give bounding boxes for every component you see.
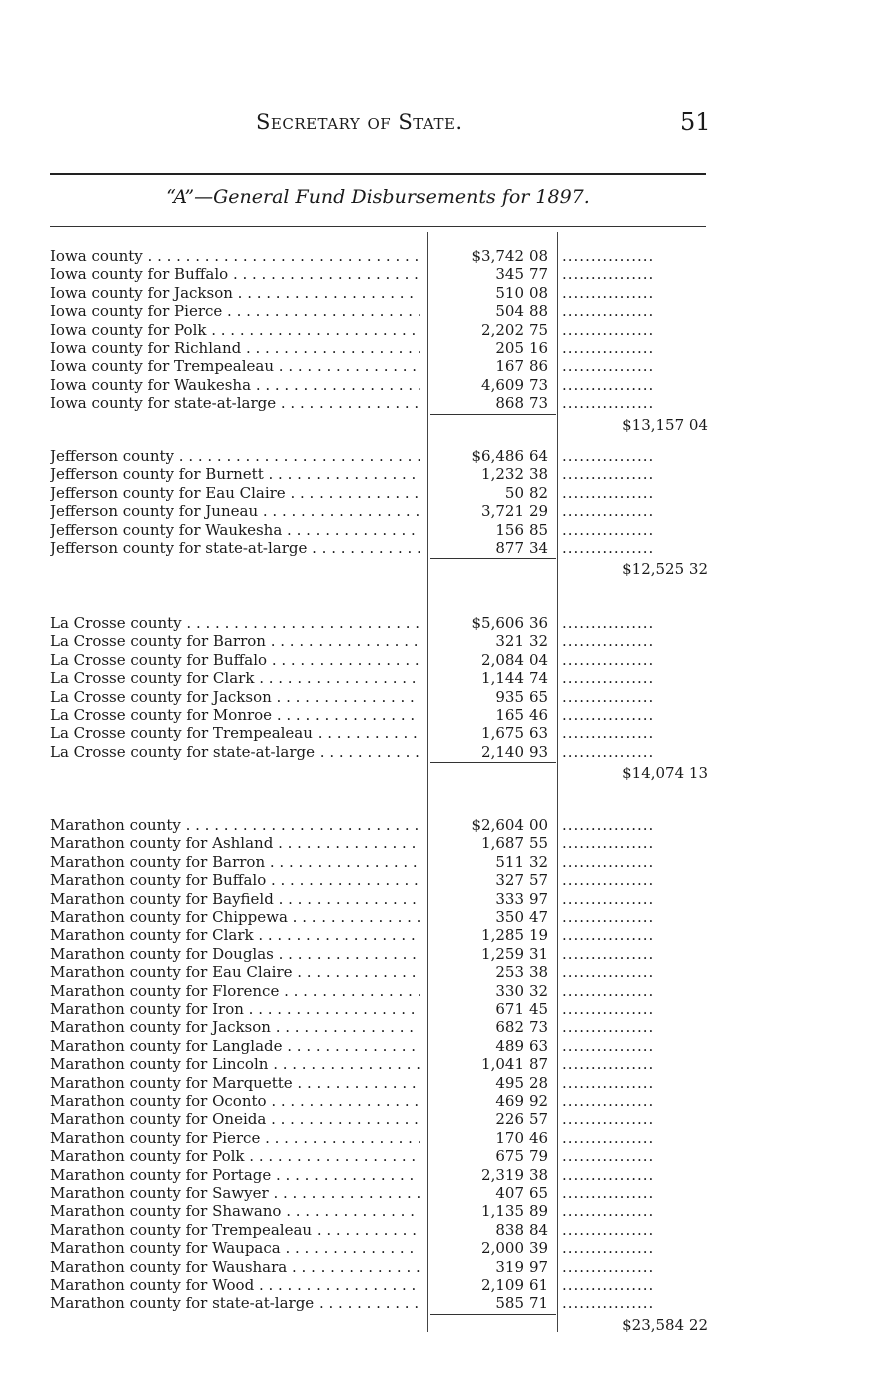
row-label: Iowa county for Polk . . . (50, 321, 420, 339)
row-amount-dollars: 504 (495, 302, 524, 321)
row-label: La Crosse county . . . (50, 614, 420, 632)
row-leader-dots: ................ (562, 1257, 655, 1276)
table-row (50, 1147, 710, 1165)
row-amount-dollars: 1,285 (481, 926, 524, 945)
row-leader-dots: ................ (562, 539, 655, 557)
row-amount-cents: 08 (529, 247, 549, 265)
row-amount-dollars: 868 (495, 394, 524, 413)
row-label: Marathon county for Oconto . . . (50, 1092, 420, 1110)
row-amount-cents: 32 (529, 981, 549, 1000)
row-leader-dots: ................ (562, 963, 655, 982)
row-amount-cents: 46 (529, 1128, 549, 1147)
table-row (50, 834, 710, 852)
row-amount-dollars: 226 (495, 1110, 524, 1129)
row-leader-dots: ................ (562, 614, 655, 632)
row-label: La Crosse county for Monroe . . . (50, 706, 420, 724)
table-row (50, 247, 710, 265)
row-amount-dollars: 253 (495, 963, 524, 982)
row-amount-cents: 73 (529, 394, 549, 413)
row-label: Marathon county for Douglas . . . (50, 945, 420, 963)
table-row (50, 1276, 710, 1294)
row-label: Jefferson county for Burnett . . . (50, 465, 420, 483)
row-amount-cents: 55 (529, 834, 549, 853)
row-label: Marathon county for Buffalo . . . (50, 871, 420, 889)
row-label: La Crosse county for state-at-large . . . (50, 743, 420, 761)
row-amount-dollars: 1,041 (481, 1055, 524, 1074)
row-label: Marathon county for Langlade . . . (50, 1037, 420, 1055)
row-leader-dots: ................ (562, 483, 655, 502)
table-row (50, 1184, 710, 1202)
row-amount-dollars: 50 (504, 483, 524, 502)
table-row (50, 816, 710, 834)
row-label: Iowa county for Waukesha . . . (50, 376, 420, 394)
row-amount-cents: 73 (529, 375, 549, 394)
row-leader-dots: ................ (562, 302, 655, 321)
row-leader-dots: ................ (562, 375, 655, 394)
row-leader-dots: ................ (562, 1220, 655, 1239)
row-label: Marathon county . . . (50, 816, 420, 834)
table-row (50, 1166, 710, 1184)
table-row (50, 302, 710, 320)
row-label: Jefferson county for Juneau . . . (50, 502, 420, 520)
row-amount-cents: 63 (529, 724, 549, 743)
table-row (50, 1129, 710, 1147)
row-amount-cents: 65 (529, 1184, 549, 1202)
row-amount-dollars: 510 (495, 283, 524, 302)
table-row (50, 853, 710, 871)
row-amount-dollars: 205 (495, 339, 524, 357)
row-label: Marathon county for Florence . . . (50, 982, 420, 1000)
row-amount-cents: 89 (529, 1202, 549, 1221)
row-amount-cents: 45 (529, 1000, 549, 1018)
row-label: Marathon county for Jackson . . . (50, 1018, 420, 1036)
table-row (50, 890, 710, 908)
row-label: Jefferson county . . . (50, 447, 420, 465)
row-leader-dots: ................ (562, 1092, 655, 1110)
row-amount-dollars: $5,606 (471, 614, 524, 632)
row-amount-dollars: 165 (495, 706, 524, 724)
row-label: Jefferson county for Eau Claire . . . (50, 484, 420, 502)
row-amount-cents: 29 (529, 502, 549, 521)
table-row (50, 394, 710, 412)
row-amount-dollars: $2,604 (471, 816, 524, 834)
row-amount-cents: 88 (529, 302, 549, 321)
row-leader-dots: ................ (562, 520, 655, 539)
row-leader-dots: ................ (562, 1000, 655, 1018)
table-row (50, 926, 710, 944)
row-amount-cents: 63 (529, 1036, 549, 1055)
row-amount-dollars: 4,609 (481, 375, 524, 394)
row-amount-dollars: $6,486 (471, 447, 524, 465)
row-amount-dollars: 350 (495, 908, 524, 926)
row-amount-cents: 00 (529, 816, 549, 834)
table-row (50, 284, 710, 302)
table-row (50, 632, 710, 650)
row-amount-dollars: 2,202 (481, 320, 524, 339)
table-row (50, 651, 710, 669)
row-leader-dots: ................ (562, 1110, 655, 1129)
row-amount-cents: 47 (529, 908, 549, 926)
title-rule (50, 226, 706, 227)
table-title: “A”—General Fund Disbursements for 1897. (166, 186, 590, 208)
row-label: La Crosse county for Trempealeau . . . (50, 724, 420, 742)
running-head: Secretary of State. (256, 110, 463, 134)
row-label: Marathon county for Waupaca . . . (50, 1239, 420, 1257)
row-amount-dollars: $3,742 (471, 247, 524, 265)
row-label: La Crosse county for Jackson . . . (50, 688, 420, 706)
row-amount-cents: 84 (529, 1220, 549, 1239)
row-amount-cents: 16 (529, 339, 549, 357)
row-amount-dollars: 3,721 (481, 502, 524, 521)
row-amount-cents: 75 (529, 320, 549, 339)
row-amount-dollars: 2,109 (481, 1276, 524, 1294)
table-row (50, 1258, 710, 1276)
row-amount-cents: 38 (529, 1165, 549, 1184)
table-row (50, 982, 710, 1000)
row-amount-dollars: 345 (495, 265, 524, 284)
row-leader-dots: ................ (562, 1184, 655, 1202)
row-leader-dots: ................ (562, 1165, 655, 1184)
row-amount-cents: 61 (529, 1276, 549, 1294)
row-amount-dollars: 321 (495, 632, 524, 651)
table-row (50, 1000, 710, 1018)
row-leader-dots: ................ (562, 465, 655, 484)
row-label: Marathon county for state-at-large . . . (50, 1294, 420, 1312)
row-leader-dots: ................ (562, 1055, 655, 1074)
subtotal-rule (430, 558, 556, 559)
row-leader-dots: ................ (562, 669, 655, 688)
row-amount-cents: 73 (529, 1018, 549, 1037)
row-leader-dots: ................ (562, 265, 655, 284)
table-row (50, 484, 710, 502)
row-amount-dollars: 1,135 (481, 1202, 524, 1221)
row-amount-dollars: 838 (495, 1220, 524, 1239)
row-label: La Crosse county for Clark . . . (50, 669, 420, 687)
row-amount-cents: 36 (529, 614, 549, 632)
row-leader-dots: ................ (562, 687, 655, 706)
row-leader-dots: ................ (562, 394, 655, 413)
row-leader-dots: ................ (562, 834, 655, 853)
row-amount-cents: 92 (529, 1092, 549, 1110)
row-amount-cents: 77 (529, 265, 549, 284)
row-leader-dots: ................ (562, 981, 655, 1000)
table-row (50, 1092, 710, 1110)
row-leader-dots: ................ (562, 1294, 655, 1313)
row-amount-cents: 38 (529, 963, 549, 982)
row-leader-dots: ................ (562, 632, 655, 651)
table-row (50, 1221, 710, 1239)
row-label: Marathon county for Sawyer . . . (50, 1184, 420, 1202)
table-row (50, 945, 710, 963)
row-leader-dots: ................ (562, 1202, 655, 1221)
row-amount-dollars: 319 (495, 1257, 524, 1276)
table-row (50, 465, 710, 483)
row-amount-cents: 57 (529, 1110, 549, 1129)
row-amount-dollars: 327 (495, 871, 524, 890)
row-leader-dots: ................ (562, 871, 655, 890)
row-leader-dots: ................ (562, 1147, 655, 1166)
row-amount-dollars: 407 (495, 1184, 524, 1202)
row-amount-dollars: 495 (495, 1073, 524, 1092)
page-number: 51 (680, 108, 711, 136)
group-total-amount: $13,157 04 (622, 415, 708, 434)
row-leader-dots: ................ (562, 1036, 655, 1055)
group-total-amount: $23,584 22 (622, 1315, 708, 1334)
row-leader-dots: ................ (562, 357, 655, 376)
row-amount-dollars: 170 (495, 1128, 524, 1147)
row-leader-dots: ................ (562, 502, 655, 521)
row-leader-dots: ................ (562, 283, 655, 302)
row-amount-cents: 71 (529, 1294, 549, 1313)
table-row (50, 871, 710, 889)
row-label: Marathon county for Portage . . . (50, 1166, 420, 1184)
row-label: Iowa county for Buffalo . . . (50, 265, 420, 283)
row-amount-cents: 39 (529, 1239, 549, 1258)
row-label: Marathon county for Clark . . . (50, 926, 420, 944)
row-leader-dots: ................ (562, 1018, 655, 1037)
row-amount-cents: 64 (529, 447, 549, 465)
row-amount-cents: 87 (529, 1055, 549, 1074)
table-row (50, 321, 710, 339)
row-label: Iowa county for Jackson . . . (50, 284, 420, 302)
row-label: Marathon county for Chippewa . . . (50, 908, 420, 926)
row-label: Marathon county for Polk . . . (50, 1147, 420, 1165)
row-label: Marathon county for Pierce . . . (50, 1129, 420, 1147)
row-leader-dots: ................ (562, 1073, 655, 1092)
row-amount-dollars: 2,140 (481, 742, 524, 761)
row-amount-cents: 32 (529, 852, 549, 871)
row-amount-dollars: 1,232 (481, 465, 524, 484)
table-row (50, 614, 710, 632)
table-row (50, 1110, 710, 1128)
row-leader-dots: ................ (562, 339, 655, 357)
row-amount-dollars: 671 (495, 1000, 524, 1018)
row-amount-cents: 86 (529, 357, 549, 376)
table-row (50, 539, 710, 557)
table-row (50, 1055, 710, 1073)
row-amount-dollars: 1,687 (481, 834, 524, 853)
row-leader-dots: ................ (562, 1128, 655, 1147)
row-label: Iowa county for Richland . . . (50, 339, 420, 357)
row-amount-cents: 65 (529, 687, 549, 706)
row-amount-cents: 74 (529, 669, 549, 688)
subtotal-rule (430, 1314, 556, 1315)
row-amount-cents: 97 (529, 889, 549, 908)
table-row (50, 1239, 710, 1257)
row-amount-dollars: 1,675 (481, 724, 524, 743)
row-label: Marathon county for Shawano . . . (50, 1202, 420, 1220)
row-leader-dots: ................ (562, 816, 655, 834)
row-amount-cents: 38 (529, 465, 549, 484)
row-amount-cents: 04 (529, 650, 549, 669)
row-leader-dots: ................ (562, 1276, 655, 1294)
table-row (50, 339, 710, 357)
row-amount-cents: 82 (529, 483, 549, 502)
row-leader-dots: ................ (562, 889, 655, 908)
table-row (50, 1018, 710, 1036)
row-amount-cents: 93 (529, 742, 549, 761)
row-amount-cents: 28 (529, 1073, 549, 1092)
row-leader-dots: ................ (562, 926, 655, 945)
row-amount-cents: 08 (529, 283, 549, 302)
row-leader-dots: ................ (562, 852, 655, 871)
row-leader-dots: ................ (562, 742, 655, 761)
row-label: Iowa county for Pierce . . . (50, 302, 420, 320)
row-amount-dollars: 167 (495, 357, 524, 376)
row-amount-dollars: 935 (495, 687, 524, 706)
row-amount-dollars: 333 (495, 889, 524, 908)
row-amount-cents: 31 (529, 944, 549, 963)
row-leader-dots: ................ (562, 944, 655, 963)
row-label: Jefferson county for Waukesha . . . (50, 521, 420, 539)
row-amount-cents: 32 (529, 632, 549, 651)
table-row (50, 447, 710, 465)
row-amount-dollars: 330 (495, 981, 524, 1000)
row-leader-dots: ................ (562, 1239, 655, 1258)
table-row (50, 1074, 710, 1092)
row-label: Marathon county for Trempealeau . . . (50, 1221, 420, 1239)
table-row (50, 724, 710, 742)
row-amount-dollars: 675 (495, 1147, 524, 1166)
top-rule (50, 173, 706, 175)
row-amount-dollars: 469 (495, 1092, 524, 1110)
row-label: Jefferson county for state-at-large . . . (50, 539, 420, 557)
row-leader-dots: ................ (562, 320, 655, 339)
table-row (50, 1037, 710, 1055)
row-amount-dollars: 2,084 (481, 650, 524, 669)
row-label: Iowa county for state-at-large . . . (50, 394, 420, 412)
table-row (50, 688, 710, 706)
table-row (50, 1294, 710, 1312)
row-amount-dollars: 489 (495, 1036, 524, 1055)
table-row (50, 376, 710, 394)
subtotal-rule (430, 414, 556, 415)
row-label: La Crosse county for Buffalo . . . (50, 651, 420, 669)
table-row (50, 265, 710, 283)
row-label: Marathon county for Bayfield . . . (50, 890, 420, 908)
table-row (50, 743, 710, 761)
row-label: Marathon county for Oneida . . . (50, 1110, 420, 1128)
table-row (50, 706, 710, 724)
table-row (50, 963, 710, 981)
group-total-amount: $14,074 13 (622, 764, 708, 783)
row-amount-dollars: 1,259 (481, 944, 524, 963)
table-row (50, 669, 710, 687)
row-amount-dollars: 156 (495, 520, 524, 539)
row-amount-cents: 34 (529, 539, 549, 557)
row-label: Iowa county . . . (50, 247, 420, 265)
row-label: Marathon county for Waushara . . . (50, 1258, 420, 1276)
row-amount-dollars: 682 (495, 1018, 524, 1037)
row-amount-cents: 57 (529, 871, 549, 890)
row-amount-cents: 79 (529, 1147, 549, 1166)
row-label: Marathon county for Lincoln . . . (50, 1055, 420, 1073)
row-leader-dots: ................ (562, 447, 655, 465)
row-amount-dollars: 511 (495, 852, 524, 871)
row-amount-dollars: 2,000 (481, 1239, 524, 1258)
row-label: Marathon county for Wood . . . (50, 1276, 420, 1294)
row-amount-cents: 97 (529, 1257, 549, 1276)
subtotal-rule (430, 762, 556, 763)
row-label: Marathon county for Eau Claire . . . (50, 963, 420, 981)
table-row (50, 1202, 710, 1220)
row-amount-dollars: 2,319 (481, 1165, 524, 1184)
row-leader-dots: ................ (562, 247, 655, 265)
row-label: Marathon county for Marquette . . . (50, 1074, 420, 1092)
row-label: La Crosse county for Barron . . . (50, 632, 420, 650)
row-label: Marathon county for Ashland . . . (50, 834, 420, 852)
row-amount-cents: 46 (529, 706, 549, 724)
row-leader-dots: ................ (562, 706, 655, 724)
row-leader-dots: ................ (562, 908, 655, 926)
table-row (50, 357, 710, 375)
row-label: Marathon county for Barron . . . (50, 853, 420, 871)
table-row (50, 502, 710, 520)
table-row (50, 521, 710, 539)
row-label: Iowa county for Trempealeau . . . (50, 357, 420, 375)
row-leader-dots: ................ (562, 724, 655, 743)
row-amount-dollars: 1,144 (481, 669, 524, 688)
row-amount-cents: 19 (529, 926, 549, 945)
table-row (50, 908, 710, 926)
row-amount-dollars: 585 (495, 1294, 524, 1313)
row-leader-dots: ................ (562, 650, 655, 669)
group-total-amount: $12,525 32 (622, 560, 708, 579)
row-label: Marathon county for Iron . . . (50, 1000, 420, 1018)
row-amount-cents: 85 (529, 520, 549, 539)
row-amount-dollars: 877 (495, 539, 524, 557)
